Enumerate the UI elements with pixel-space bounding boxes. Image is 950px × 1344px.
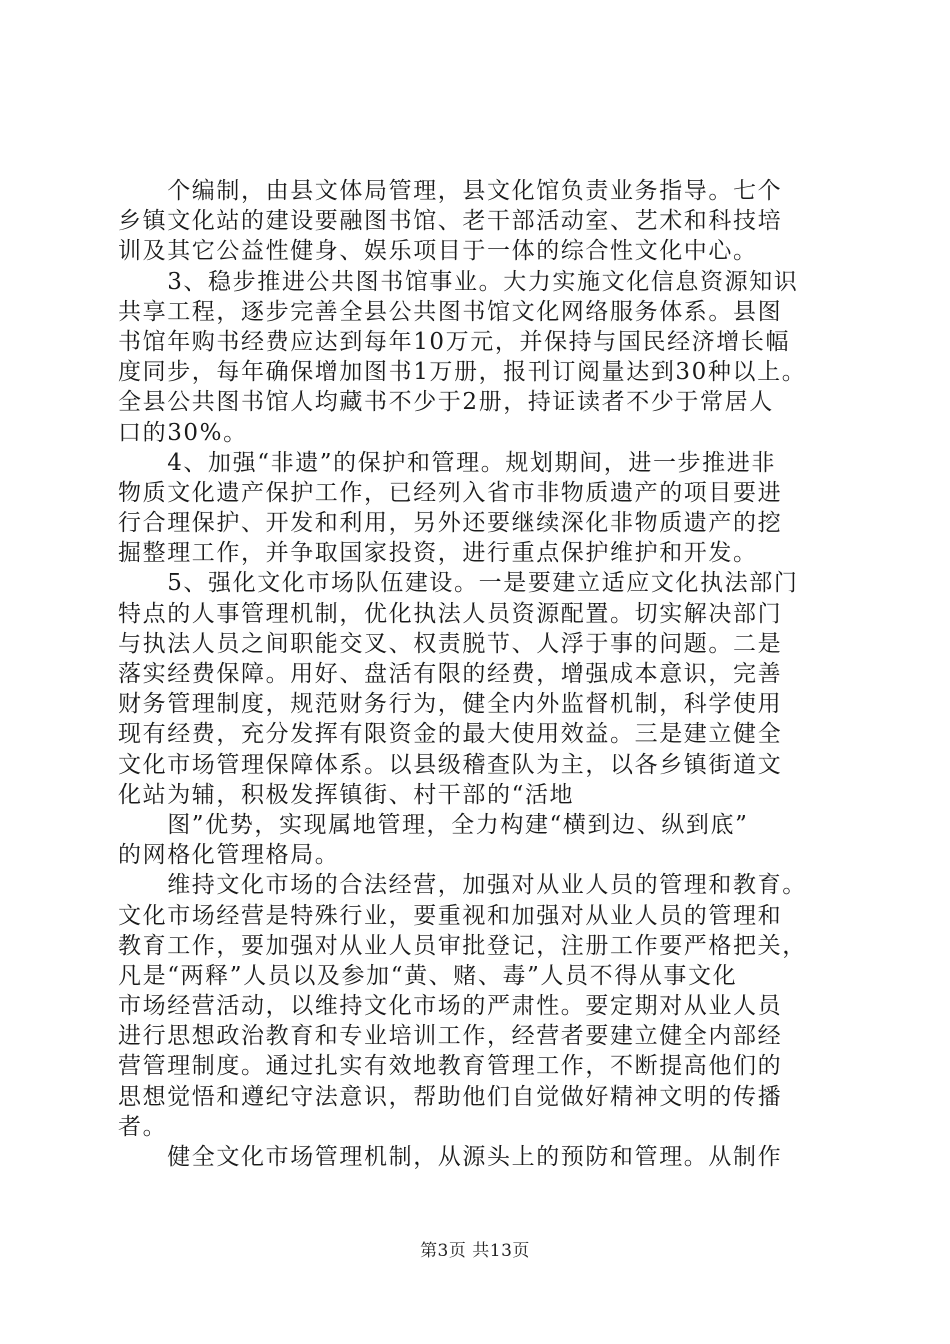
- text-line: 个编制，由县文体局管理，县文化馆负责业务指导。七个: [118, 178, 783, 204]
- document-body: [118, 176, 838, 1172]
- text-line: 凡是“两释”人员以及参加“黄、赌、毒”人员不得从事文化: [118, 962, 738, 989]
- text-line: 乡镇文化站的建设要融图书馆、老干部活动室、艺术和科技培: [118, 208, 783, 235]
- text-line: 市场经营活动，以维持文化市场的严肃性。要定期对从业人员: [118, 993, 783, 1020]
- text-line: 掘整理工作，并争取国家投资，进行重点保护维护和开发。: [118, 540, 758, 567]
- text-line: 维持文化市场的合法经营，加强对从业人员的管理和教育。: [118, 872, 807, 899]
- text-line: 5、强化文化市场队伍建设。一是要建立适应文化执法部门: [118, 570, 799, 597]
- text-line: 进行思想政治教育和专业培训工作，经营者要建立健全内部经: [118, 1023, 783, 1050]
- text-line: 全县公共图书馆人均藏书不少于2册，持证读者不少于常居人: [118, 389, 774, 416]
- text-line: 营管理制度。通过扎实有效地教育管理工作，不断提高他们的: [118, 1053, 783, 1080]
- text-line: 与执法人员之间职能交叉、权责脱节、人浮于事的问题。二是: [118, 630, 783, 657]
- text-line: 口的30%。: [118, 419, 248, 446]
- text-line: 化站为辅，积极发挥镇街、村干部的“活地: [118, 781, 575, 808]
- text-line: 文化市场管理保障体系。以县级稽查队为主，以各乡镇街道文: [118, 751, 783, 778]
- text-line: 3、稳步推进公共图书馆事业。大力实施文化信息资源知识: [118, 268, 799, 295]
- page-footer: [0, 1240, 950, 1262]
- text-line: 财务管理制度，规范财务行为，健全内外监督机制，科学使用: [118, 691, 783, 718]
- text-line: 特点的人事管理机制，优化执法人员资源配置。切实解决部门: [118, 600, 783, 627]
- text-line: 行合理保护、开发和利用，另外还要继续深化非物质遗产的挖: [118, 510, 783, 537]
- text-line: 文化市场经营是特殊行业，要重视和加强对从业人员的管理和: [118, 902, 783, 929]
- text-line: 现有经费，充分发挥有限资金的最大使用效益。三是建立健全: [118, 721, 783, 748]
- text-line: 健全文化市场管理机制，从源头上的预防和管理。从制作: [118, 1144, 783, 1170]
- text-line: 训及其它公益性健身、娱乐项目于一体的综合性文化中心。: [118, 238, 758, 265]
- text-line: 度同步，每年确保增加图书1万册，报刊订阅量达到30种以上。: [118, 359, 807, 386]
- text-line: 图”优势，实现属地管理，全力构建“横到边、纵到底”: [118, 811, 749, 838]
- text-line: 落实经费保障。用好、盘活有限的经费，增强成本意识，完善: [118, 661, 783, 687]
- text-line: 书馆年购书经费应达到每年10万元，并保持与国民经济增长幅: [118, 328, 791, 355]
- text-line: 者。: [118, 1113, 168, 1140]
- text-line: 教育工作，要加强对从业人员审批登记，注册工作要严格把关，: [118, 932, 807, 959]
- text-line: 的网格化管理格局。: [118, 842, 340, 869]
- page-number-indicator: 第3页 共13页: [420, 1241, 530, 1261]
- text-line: 物质文化遗产保护工作，已经列入省市非物质遗产的项目要进: [118, 479, 783, 506]
- text-line: 共享工程，逐步完善全县公共图书馆文化网络服务体系。县图: [118, 298, 783, 325]
- text-line: 思想觉悟和遵纪守法意识，帮助他们自觉做好精神文明的传播: [118, 1083, 783, 1110]
- text-line: 4、加强“非遗”的保护和管理。规划期间，进一步推进非: [118, 449, 776, 476]
